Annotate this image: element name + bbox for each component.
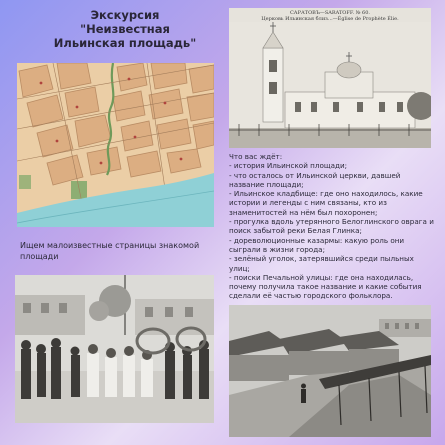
map-caption: Ищем малоизвестные страницы знакомой площади <box>20 241 200 261</box>
crowd-drawing <box>15 275 214 423</box>
title-line-2: "Неизвестная <box>80 22 170 36</box>
barracks-drawing <box>229 305 431 437</box>
church-drawing <box>229 8 431 148</box>
title-line-1: Экскурсия <box>90 8 160 22</box>
description-item: - Ильинское кладбище: где оно находилось, какие истории и легенды с ним связаны, кто из знаменитостей на нём был похоронен; <box>229 189 423 217</box>
tour-description <box>229 152 437 301</box>
photo-plate-line-1: САРАТОВЪ—SARATOFF. № 60. <box>289 10 371 16</box>
description-item: - история Ильинской площади; <box>229 161 348 171</box>
description-item: - зелёный уголок, затерявшийся среди пыльных улиц; <box>229 254 414 273</box>
description-intro: Что вас ждёт: <box>229 152 283 161</box>
description-item: - поиски Печальной улицы: где она находилась, почему получила такое название и какие события сделали её частью городского фольклора. <box>229 272 422 301</box>
historic-map-image <box>17 63 214 227</box>
historic-map-drawing <box>17 63 214 227</box>
photo-plate-line-2: Церковь Ильинская близ...—Église de Prophète Élie. <box>261 16 399 22</box>
page-title <box>40 8 210 50</box>
title-line-3: Ильинская площадь" <box>53 36 197 50</box>
description-item: - что осталось от Ильинской церкви, давшей название площади; <box>229 170 401 189</box>
description-item: - прогулка вдоль утерянного Белоглинского оврага и поиск забытой реки Белая Глинка; <box>229 217 434 236</box>
crowd-photo <box>15 275 214 423</box>
church-photo <box>229 8 431 148</box>
barracks-photo <box>229 305 431 437</box>
description-item: - дореволюционные казармы: какую роль они сыграли в жизни города; <box>229 235 405 254</box>
